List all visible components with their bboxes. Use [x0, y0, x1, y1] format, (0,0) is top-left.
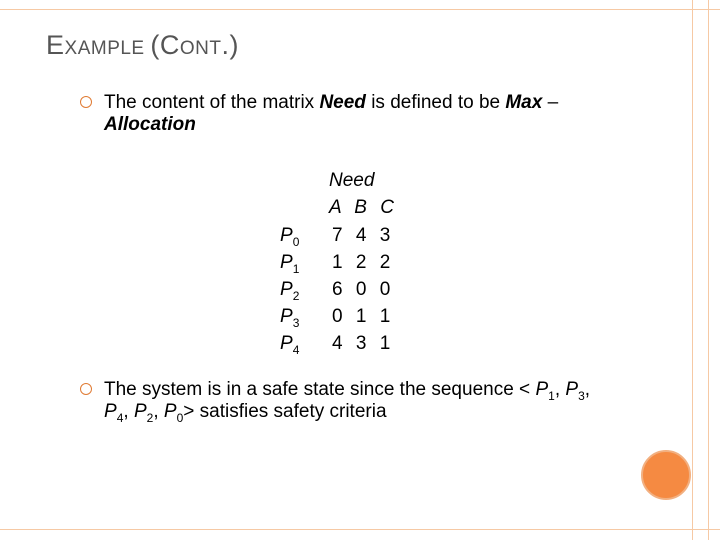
table-header-need: Need — [329, 170, 375, 191]
need-row: 0 1 1 — [332, 306, 395, 327]
process-label: $P_0$ — [280, 225, 300, 249]
seq-item: $P_1$ — [535, 379, 555, 403]
process-label: $P_3$ — [280, 306, 300, 330]
bullet-text-need-definition: The content of the matrix Need is defined to be Max – Allocation — [104, 92, 559, 135]
decorative-circle — [641, 450, 691, 500]
seq-item: $P_0$ — [163, 401, 184, 425]
bullet-icon — [80, 383, 92, 395]
need-row: 7 4 3 — [332, 225, 395, 246]
seq-item: $P_3$ — [565, 379, 585, 403]
table-header-columns: A B C — [329, 197, 398, 218]
process-label: $P_4$ — [280, 333, 300, 357]
need-row: 6 0 0 — [332, 279, 395, 300]
seq-item: $P_4$ — [104, 401, 124, 425]
slide-title: EXAMPLE (CONT.) — [46, 30, 239, 60]
bullet-icon — [80, 96, 92, 108]
process-label: $P_1$ — [280, 252, 300, 276]
process-label: $P_2$ — [280, 279, 300, 303]
frame-line-right-inner — [692, 0, 693, 540]
need-values-column — [332, 222, 394, 357]
seq-item: $P_2$ — [133, 401, 154, 425]
bullet-text-safe-sequence: The system is in a safe state since the sequence < $P_1$, $P_3$, $P_4$, $P_2$, $P_0>$ satisfies safety criteria — [104, 379, 591, 425]
need-row: 4 3 1 — [332, 333, 395, 354]
frame-line-right-outer — [708, 0, 709, 540]
frame-line-bottom — [0, 529, 720, 530]
need-row: 1 2 2 — [332, 252, 395, 273]
process-column — [280, 222, 299, 357]
frame-line-top — [0, 9, 720, 10]
